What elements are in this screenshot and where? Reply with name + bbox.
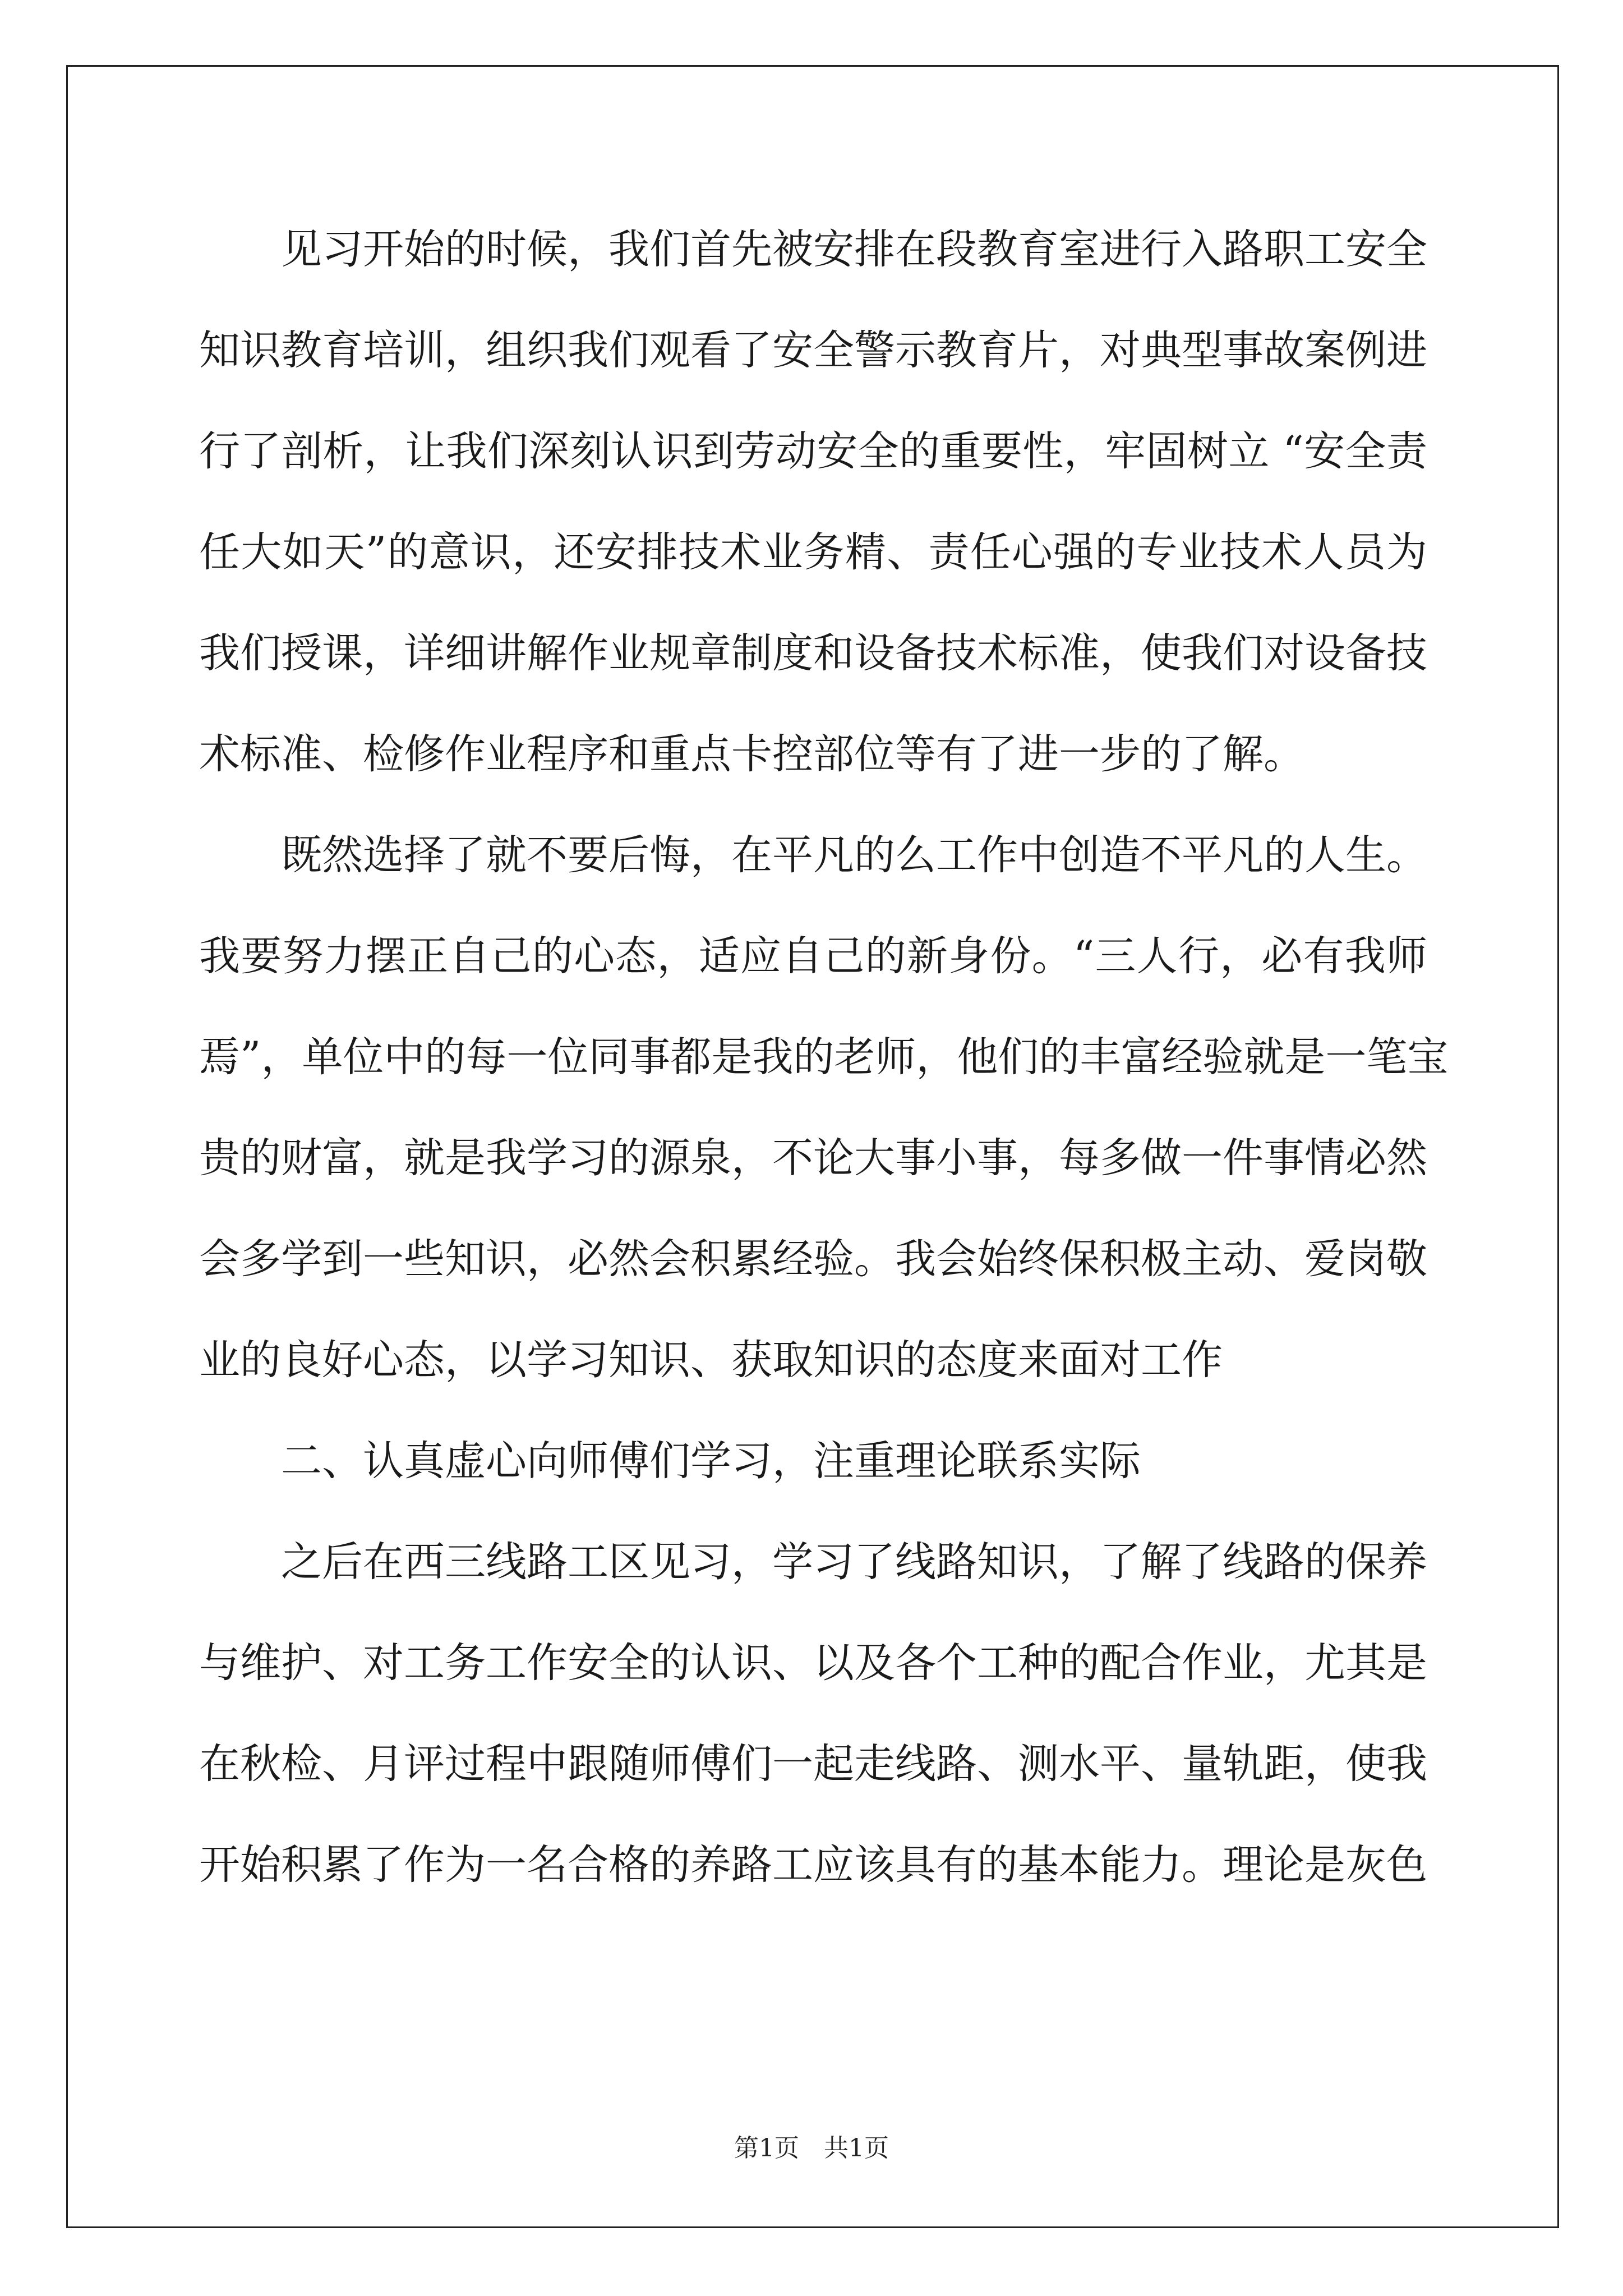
text-line: 知识教育培训，组织我们观看了安全警示教育片，对典型事故案例进 [199, 326, 1427, 374]
text-line: 会多学到一些知识，必然会积累经验。我会始终保积极主动、爱岗敬 [199, 1235, 1427, 1283]
section-heading: 二、认真虚心向师傅们学习，注重理论联系实际 [281, 1437, 1141, 1485]
text-line: 业的良好心态，以学习知识、获取知识的态度来面对工作 [199, 1336, 1223, 1384]
text-line: 行了剖析，让我们深刻认识到劳动安全的重要性，牢固树立 “安全责 [199, 427, 1427, 475]
text-line: 既然选择了就不要后悔，在平凡的么工作中创造不平凡的人生。 [281, 831, 1427, 879]
text-line: 焉”，单位中的每一位同事都是我的老师，他们的丰富经验就是一笔宝 [199, 1033, 1449, 1081]
text-line: 我们授课，详细讲解作业规章制度和设备技术标准，使我们对设备技 [199, 629, 1427, 677]
text-line: 在秋检、月评过程中跟随师傅们一起走线路、测水平、量轨距，使我 [199, 1740, 1427, 1788]
page-total: 共1页 [824, 2134, 889, 2162]
text-line: 我要努力摆正自己的心态，适应自己的新身份。“三人行，必有我师 [199, 932, 1427, 980]
page-number: 第1页 [734, 2134, 799, 2162]
text-line: 与维护、对工务工作安全的认识、以及各个工种的配合作业，尤其是 [199, 1639, 1427, 1687]
text-line: 之后在西三线路工区见习，学习了线路知识，了解了线路的保养 [281, 1538, 1427, 1586]
document-body [199, 219, 1449, 1935]
text-line: 开始积累了作为一名合格的养路工应该具有的基本能力。理论是灰色 [199, 1841, 1427, 1889]
text-line: 贵的财富，就是我学习的源泉，不论大事小事，每多做一件事情必然 [199, 1134, 1427, 1182]
text-line: 见习开始的时候，我们首先被安排在段教育室进行入路职工安全 [281, 226, 1427, 273]
page-footer [0, 2132, 1623, 2165]
text-line: 术标准、检修作业程序和重点卡控部位等有了进一步的了解。 [199, 730, 1304, 778]
text-line: 任大如天”的意识，还安排技术业务精、责任心强的专业技术人员为 [199, 528, 1427, 576]
